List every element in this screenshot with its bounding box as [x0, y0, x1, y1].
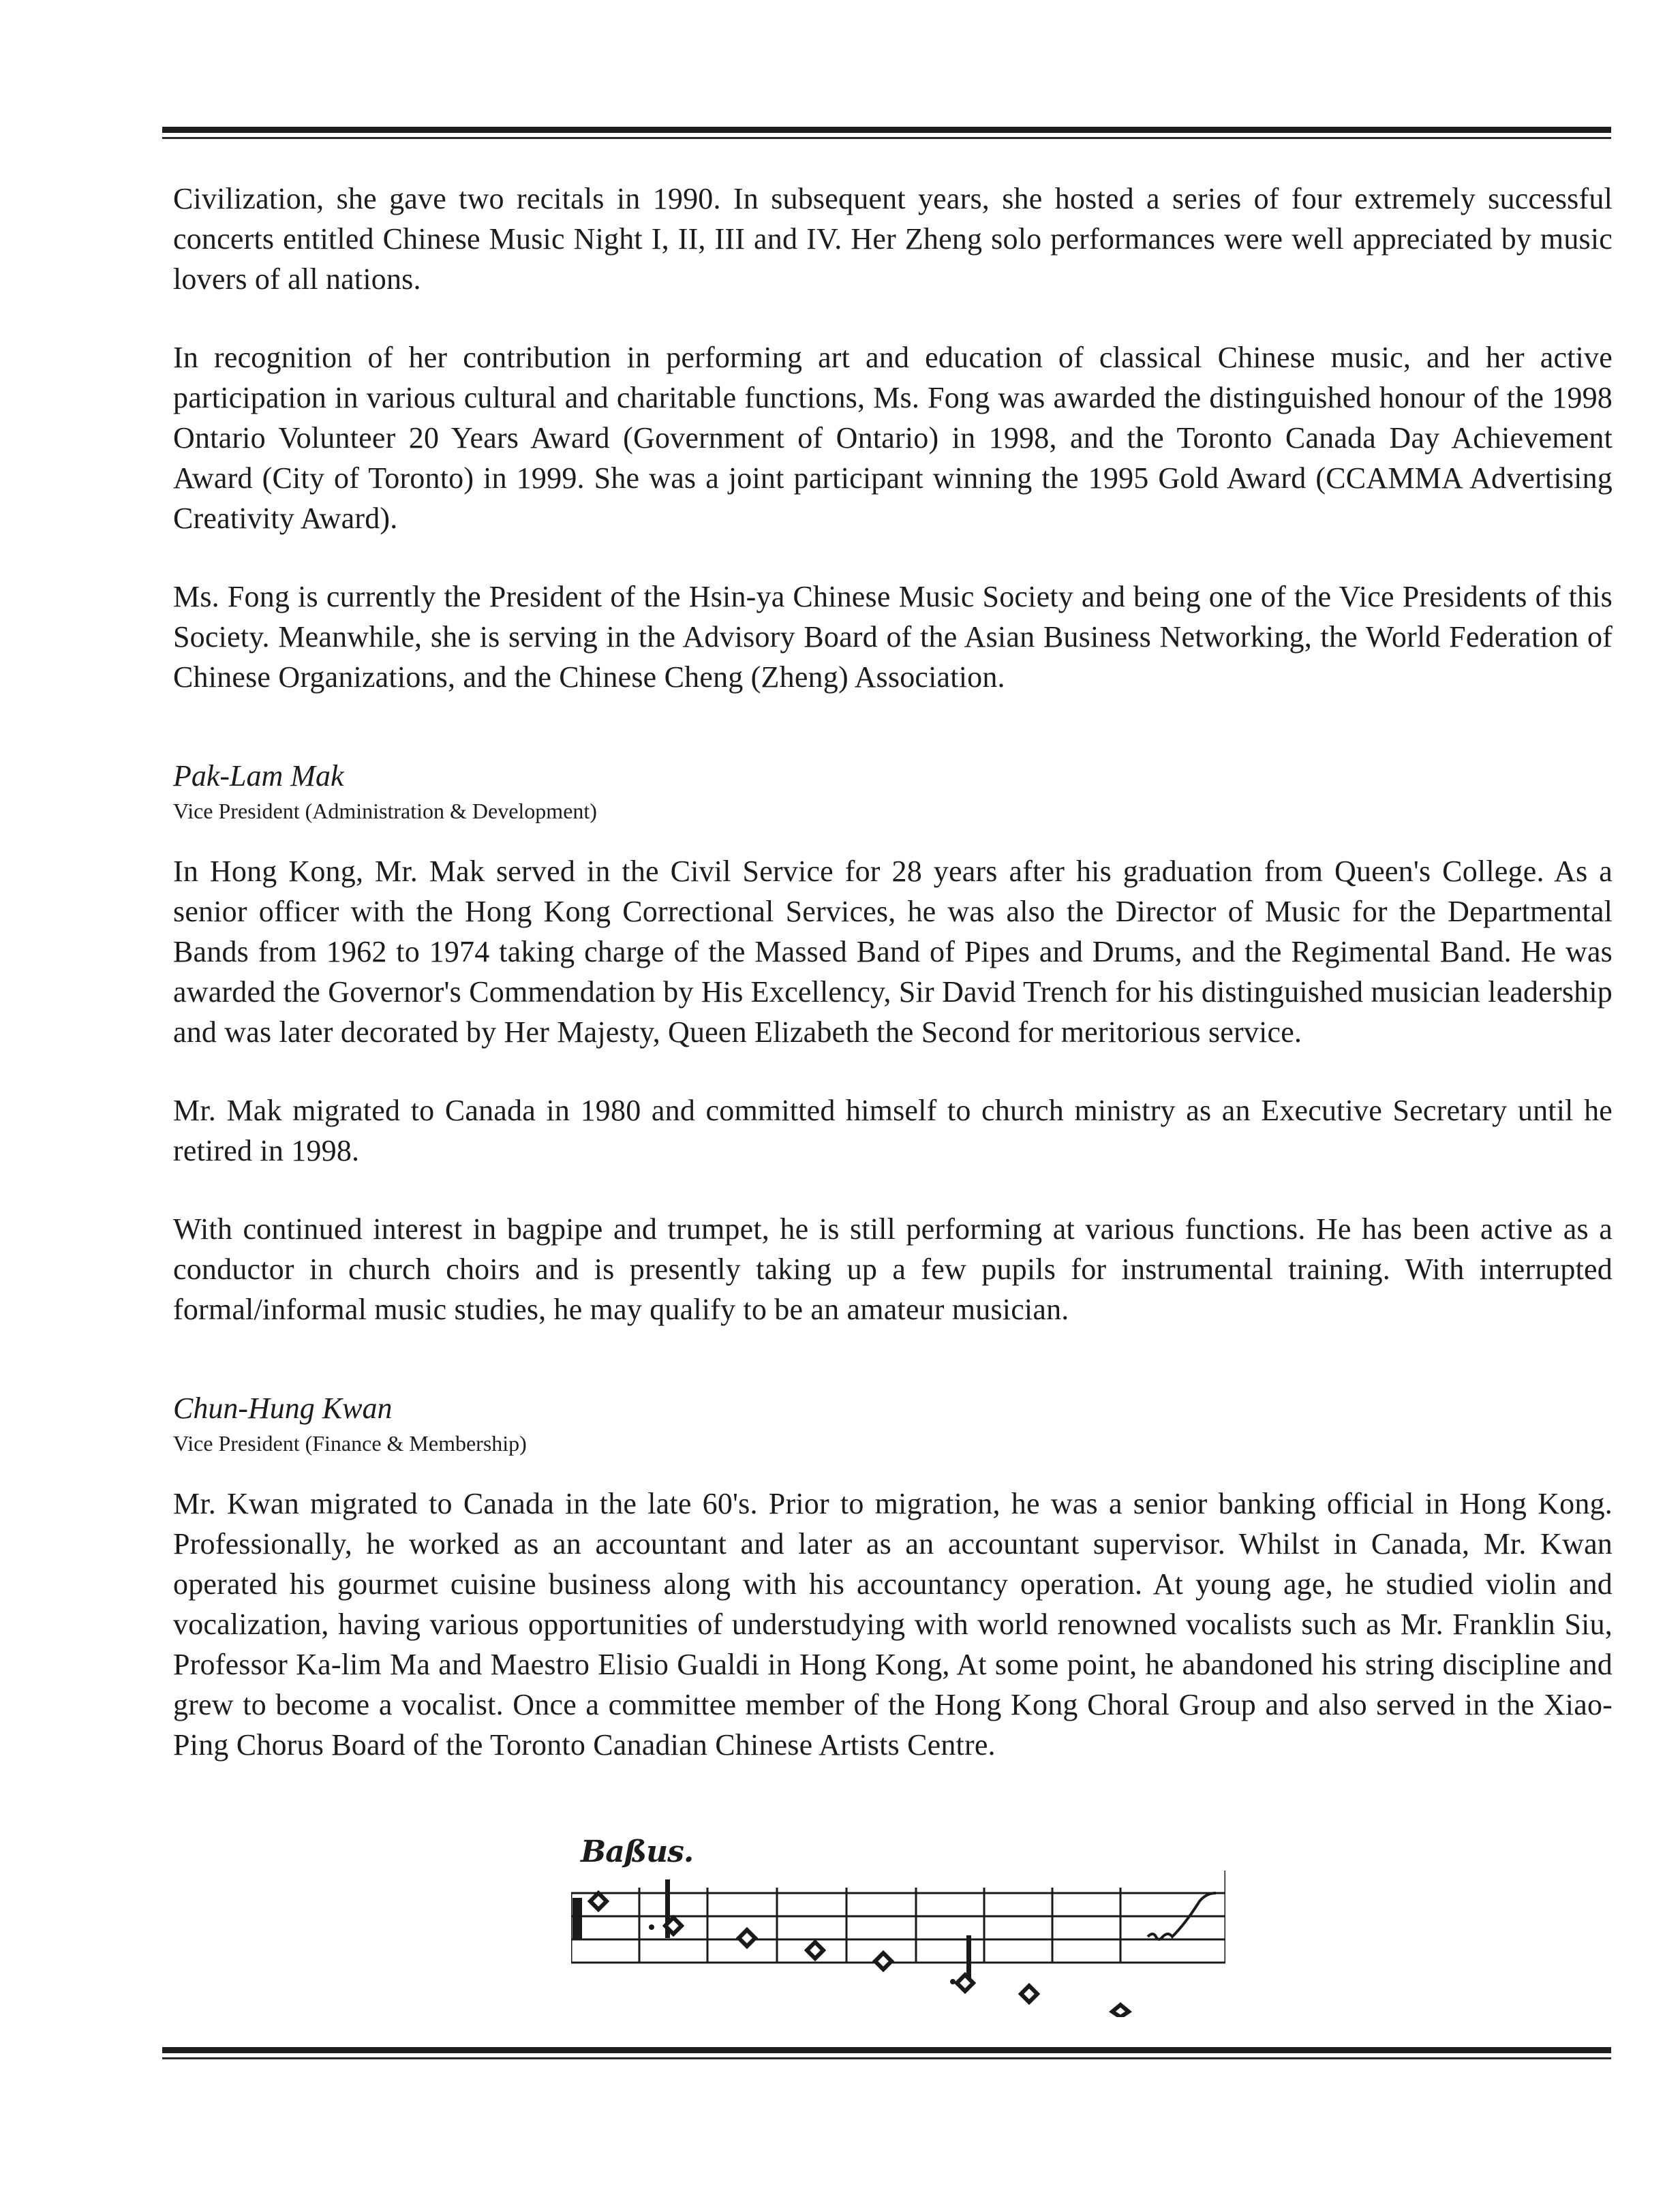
kwan-paragraph-bio: Mr. Kwan migrated to Canada in the late 60's. Prior to migration, he was a senior banking official in Hong Kong. Professionally, he worked as an accountant and later as an accountant supervisor. Whilst in Canada, Mr. Kwan operated his gourmet cuisine business along with his accountancy operation. At young age, he studied violin and vocalization, having various opportunities of understudying with world renowned vocalists such as Mr. Franklin Siu, Professor Ka-lim Ma and Maestro Elisio Gualdi in Hong Kong, At some point, he abandoned his string discipline and grew to become a vocalist. Once a committee member of the Hong Kong Choral Group and also served in the Xiao-Ping Chorus Board of the Toronto Canadian Chinese Artists Centre. — [173, 1487, 1613, 1762]
fong-paragraph-positions: Ms. Fong is currently the President of the Hsin-ya Chinese Music Society and being one of the Vice Presidents of this Society. Meanwhile, she is serving in the Advisory Board of the Asian Business Networking, the World Federation of Chinese Organizations, and the Chinese Cheng (Zheng) Association. — [173, 580, 1613, 694]
mak-name: Pak-Lam Mak — [173, 759, 344, 793]
fong-paragraph-awards: In recognition of her contribution in performing art and education of classical Chinese music, and her active participation in various cultural and charitable functions, Ms. Fong was awarded the distinguished honour of the 1998 Ontario Volunteer 20 Years Award (Government of Ontario) in 1998, and the Toronto Canada Day Achievement Award (City of Toronto) in 1999. She was a joint participant winning the 1995 Gold Award (CCAMMA Advertising Creativity Award). — [173, 341, 1613, 535]
mak-paragraph-music: With continued interest in bagpipe and trumpet, he is still performing at various functions. He has been active as a conductor in church choirs and is presently taking up a few pupils for instrumental training. With interrupted formal/informal music studies, he may qualify to be an amateur musician. — [173, 1212, 1613, 1326]
mak-paragraph-hongkong: In Hong Kong, Mr. Mak served in the Civil Service for 28 years after his graduation from Queen's College. As a senior officer with the Hong Kong Correctional Services, he was also the Director of Music for the Departmental Bands from 1962 to 1974 taking charge of the Massed Band of Pipes and Drums, and the Regimental Band. He was awarded the Governor's Commendation by His Excellency, Sir David Trench for his distinguished musician leadership and was later decorated by Her Majesty, Queen Elizabeth the Second for meritorious service. — [173, 855, 1613, 1049]
kwan-section — [173, 1391, 1613, 1765]
mak-role: Vice President (Administration & Development) — [173, 799, 597, 823]
top-double-rule — [162, 127, 1611, 139]
fong-paragraph-recitals: Civilization, she gave two recitals in 1990. In subsequent years, she hosted a series of four extremely successful concerts entitled Chinese Music Night I, II, III and IV. Her Zheng solo performances were well appreciated by music lovers of all nations. — [173, 182, 1613, 296]
bottom-double-rule — [162, 2047, 1611, 2059]
mak-section — [173, 758, 1613, 1330]
music-notation-fragment — [571, 1833, 1225, 2017]
kwan-role: Vice President (Finance & Membership) — [173, 1431, 527, 1456]
kwan-name: Chun-Hung Kwan — [173, 1392, 393, 1425]
music-clef-label: Baßus. — [581, 1834, 694, 1869]
page-content — [173, 179, 1613, 1765]
mak-paragraph-canada: Mr. Mak migrated to Canada in 1980 and committed himself to church ministry as an Executive Secretary until he retired in 1998. — [173, 1094, 1613, 1167]
